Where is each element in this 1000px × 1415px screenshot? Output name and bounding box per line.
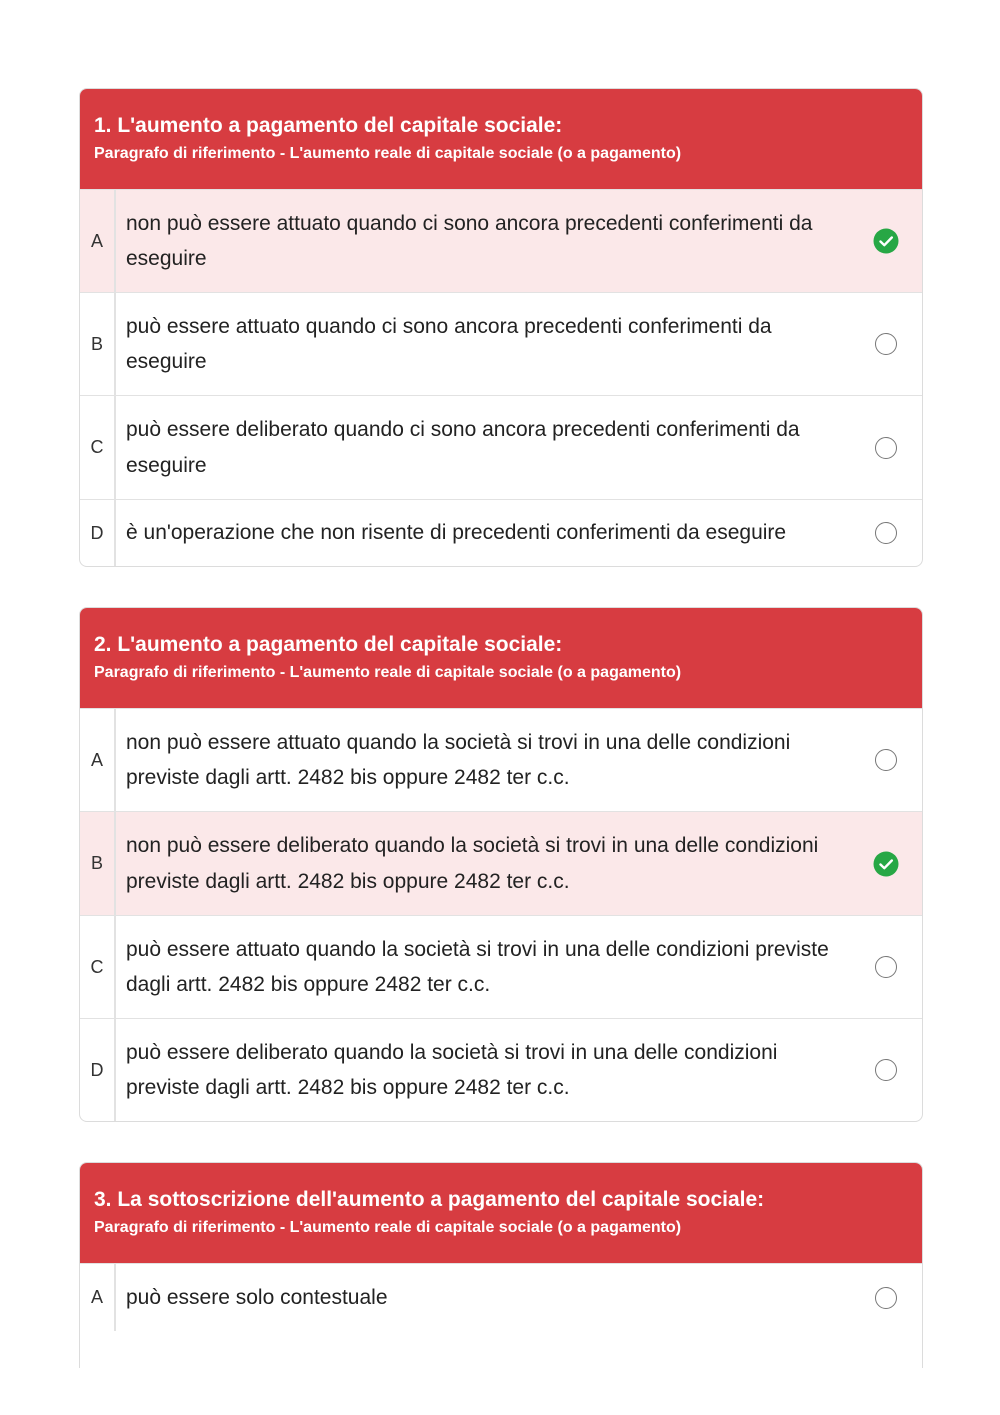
check-circle-icon xyxy=(873,851,899,877)
option-text: può essere deliberato quando ci sono ancora precedenti conferimenti da eseguire xyxy=(126,418,800,477)
option-a[interactable] xyxy=(80,1263,922,1331)
option-d[interactable] xyxy=(80,499,922,566)
question-header xyxy=(80,89,922,189)
option-letter: C xyxy=(80,396,116,499)
question-reference: Paragrafo di riferimento - L'aumento reale di capitale sociale (o a pagamento) xyxy=(94,1219,682,1236)
option-text: può essere deliberato quando la società si trovi in una delle condizioni previste dagli artt. 2482 bis oppure 2482 ter c.c. xyxy=(126,1040,778,1099)
question-title: 1. L'aumento a pagamento del capitale sociale: xyxy=(94,114,563,137)
option-text: è un'operazione che non risente di precedenti conferimenti da eseguire xyxy=(126,521,787,545)
option-a[interactable] xyxy=(80,708,922,811)
option-d[interactable] xyxy=(80,1018,922,1121)
check-circle-icon xyxy=(873,228,899,254)
question-card-2 xyxy=(79,607,923,1122)
question-card-3 xyxy=(79,1162,923,1368)
radio-button[interactable] xyxy=(875,522,897,544)
option-c[interactable] xyxy=(80,915,922,1018)
option-b[interactable] xyxy=(80,811,922,915)
option-text: non può essere attuato quando la società si trovi in una delle condizioni previste dagli artt. 2482 bis oppure 2482 ter c.c. xyxy=(126,730,791,789)
option-b[interactable] xyxy=(80,292,922,395)
option-letter: A xyxy=(80,1264,116,1331)
radio-button[interactable] xyxy=(875,1287,897,1309)
radio-button[interactable] xyxy=(875,956,897,978)
question-reference: Paragrafo di riferimento - L'aumento reale di capitale sociale (o a pagamento) xyxy=(94,664,682,681)
radio-button[interactable] xyxy=(875,749,897,771)
option-letter: D xyxy=(80,500,116,566)
option-letter: B xyxy=(80,812,116,915)
question-title: 2. L'aumento a pagamento del capitale sociale: xyxy=(94,633,563,656)
option-letter: C xyxy=(80,916,116,1018)
question-title: 3. La sottoscrizione dell'aumento a pagamento del capitale sociale: xyxy=(94,1188,765,1211)
option-text: può essere attuato quando la società si trovi in una delle condizioni previste dagli artt. 2482 bis oppure 2482 ter c.c. xyxy=(126,937,829,996)
radio-button[interactable] xyxy=(875,333,897,355)
option-letter: A xyxy=(80,709,116,811)
radio-button[interactable] xyxy=(875,437,897,459)
question-card-1 xyxy=(79,88,923,567)
option-text: non può essere attuato quando ci sono ancora precedenti conferimenti da eseguire xyxy=(126,211,813,270)
option-c[interactable] xyxy=(80,395,922,499)
option-a[interactable] xyxy=(80,189,922,292)
question-header xyxy=(80,608,922,708)
option-letter: B xyxy=(80,293,116,395)
option-text: può essere solo contestuale xyxy=(126,1285,388,1309)
option-letter: D xyxy=(80,1019,116,1121)
radio-button[interactable] xyxy=(875,1059,897,1081)
question-reference: Paragrafo di riferimento - L'aumento reale di capitale sociale (o a pagamento) xyxy=(94,145,682,162)
option-letter: A xyxy=(80,190,116,292)
option-text: non può essere deliberato quando la società si trovi in una delle condizioni previste dagli artt. 2482 bis oppure 2482 ter c.c. xyxy=(126,834,819,893)
option-text: può essere attuato quando ci sono ancora precedenti conferimenti da eseguire xyxy=(126,314,772,373)
question-header xyxy=(80,1163,922,1263)
